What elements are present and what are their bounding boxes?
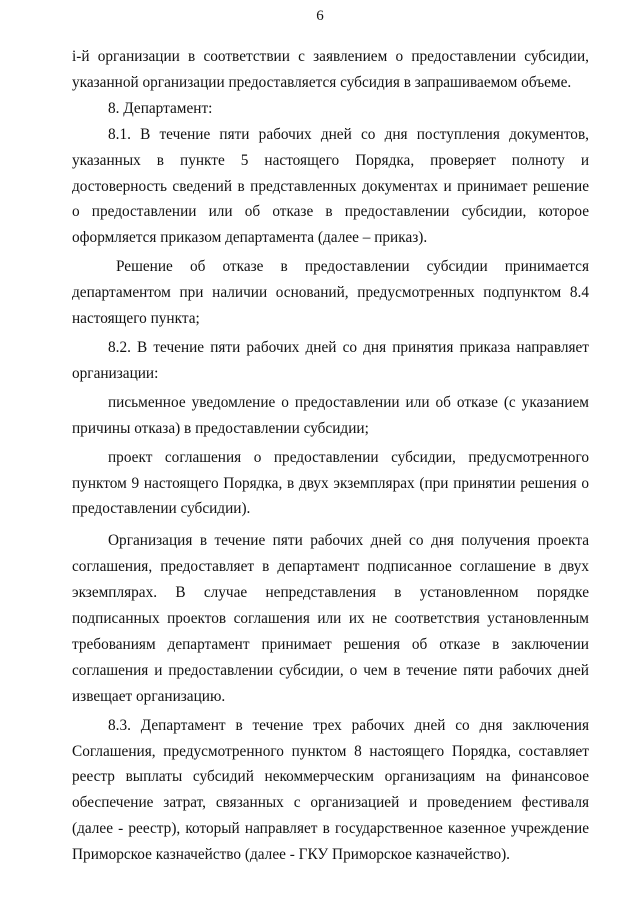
- paragraph-section-8-heading: 8. Департамент:: [108, 99, 213, 117]
- paragraph-8-2: 8.2. В течение пяти рабочих дней со дня принятия приказа направляет организации:: [72, 338, 589, 382]
- paragraph-draft-agreement: проект соглашения о предоставлении субсидии, предусмотренного пунктом 9 настоящего Порядка, в двух экземплярах (при принятии решения о предоставлении субсидии).: [72, 448, 589, 518]
- paragraph-written-notice: письменное уведомление о предоставлении или об отказе (с указанием причины отказа) в предоставлении субсидии;: [72, 393, 589, 437]
- paragraph-refusal-decision: Решение об отказе в предоставлении субсидии принимается департаментом при наличии оснований, предусмотренных подпунктом 8.4 настоящего пункта;: [72, 258, 589, 328]
- paragraph-8-3: 8.3. Департамент в течение трех рабочих дней со дня заключения Соглашения, предусмотренного пунктом 8 настоящего Порядка, составляет реестр выплаты субсидий некоммерческим организациям на финансовое обеспечение затрат, связанных с организацией и проведением фестиваля (далее - реестр), который направляет в государственное казенное учреждение Приморское казначейство (далее - ГКУ Приморское казначейство).: [72, 716, 589, 864]
- document-body: [72, 44, 589, 868]
- paragraph-organization-obligation: Организация в течение пяти рабочих дней со дня получения проекта соглашения, предоставляет в департамент подписанное соглашение в двух экземплярах. В случае непредставления в установленном порядке подписанных проектов соглашения или их не соответствия установленным требованиям департамент принимает решения об отказе в заключении соглашения и предоставлении субсидии, о чем в течение пяти рабочих дней извещает организацию.: [72, 532, 589, 705]
- paragraph-continuation: i-й организации в соответствии с заявлением о предоставлении субсидии, указанной организации предоставляется субсидия в запрашиваемом объеме.: [72, 48, 589, 91]
- page-number: 6: [316, 8, 324, 24]
- paragraph-8-1: 8.1. В течение пяти рабочих дней со дня поступления документов, указанных в пункте 5 настоящего Порядка, проверяет полноту и достоверность сведений в представленных документах и принимает решение о предоставлении или об отказе в предоставлении субсидии, которое оформляется приказом департамента (далее – приказ).: [72, 125, 589, 247]
